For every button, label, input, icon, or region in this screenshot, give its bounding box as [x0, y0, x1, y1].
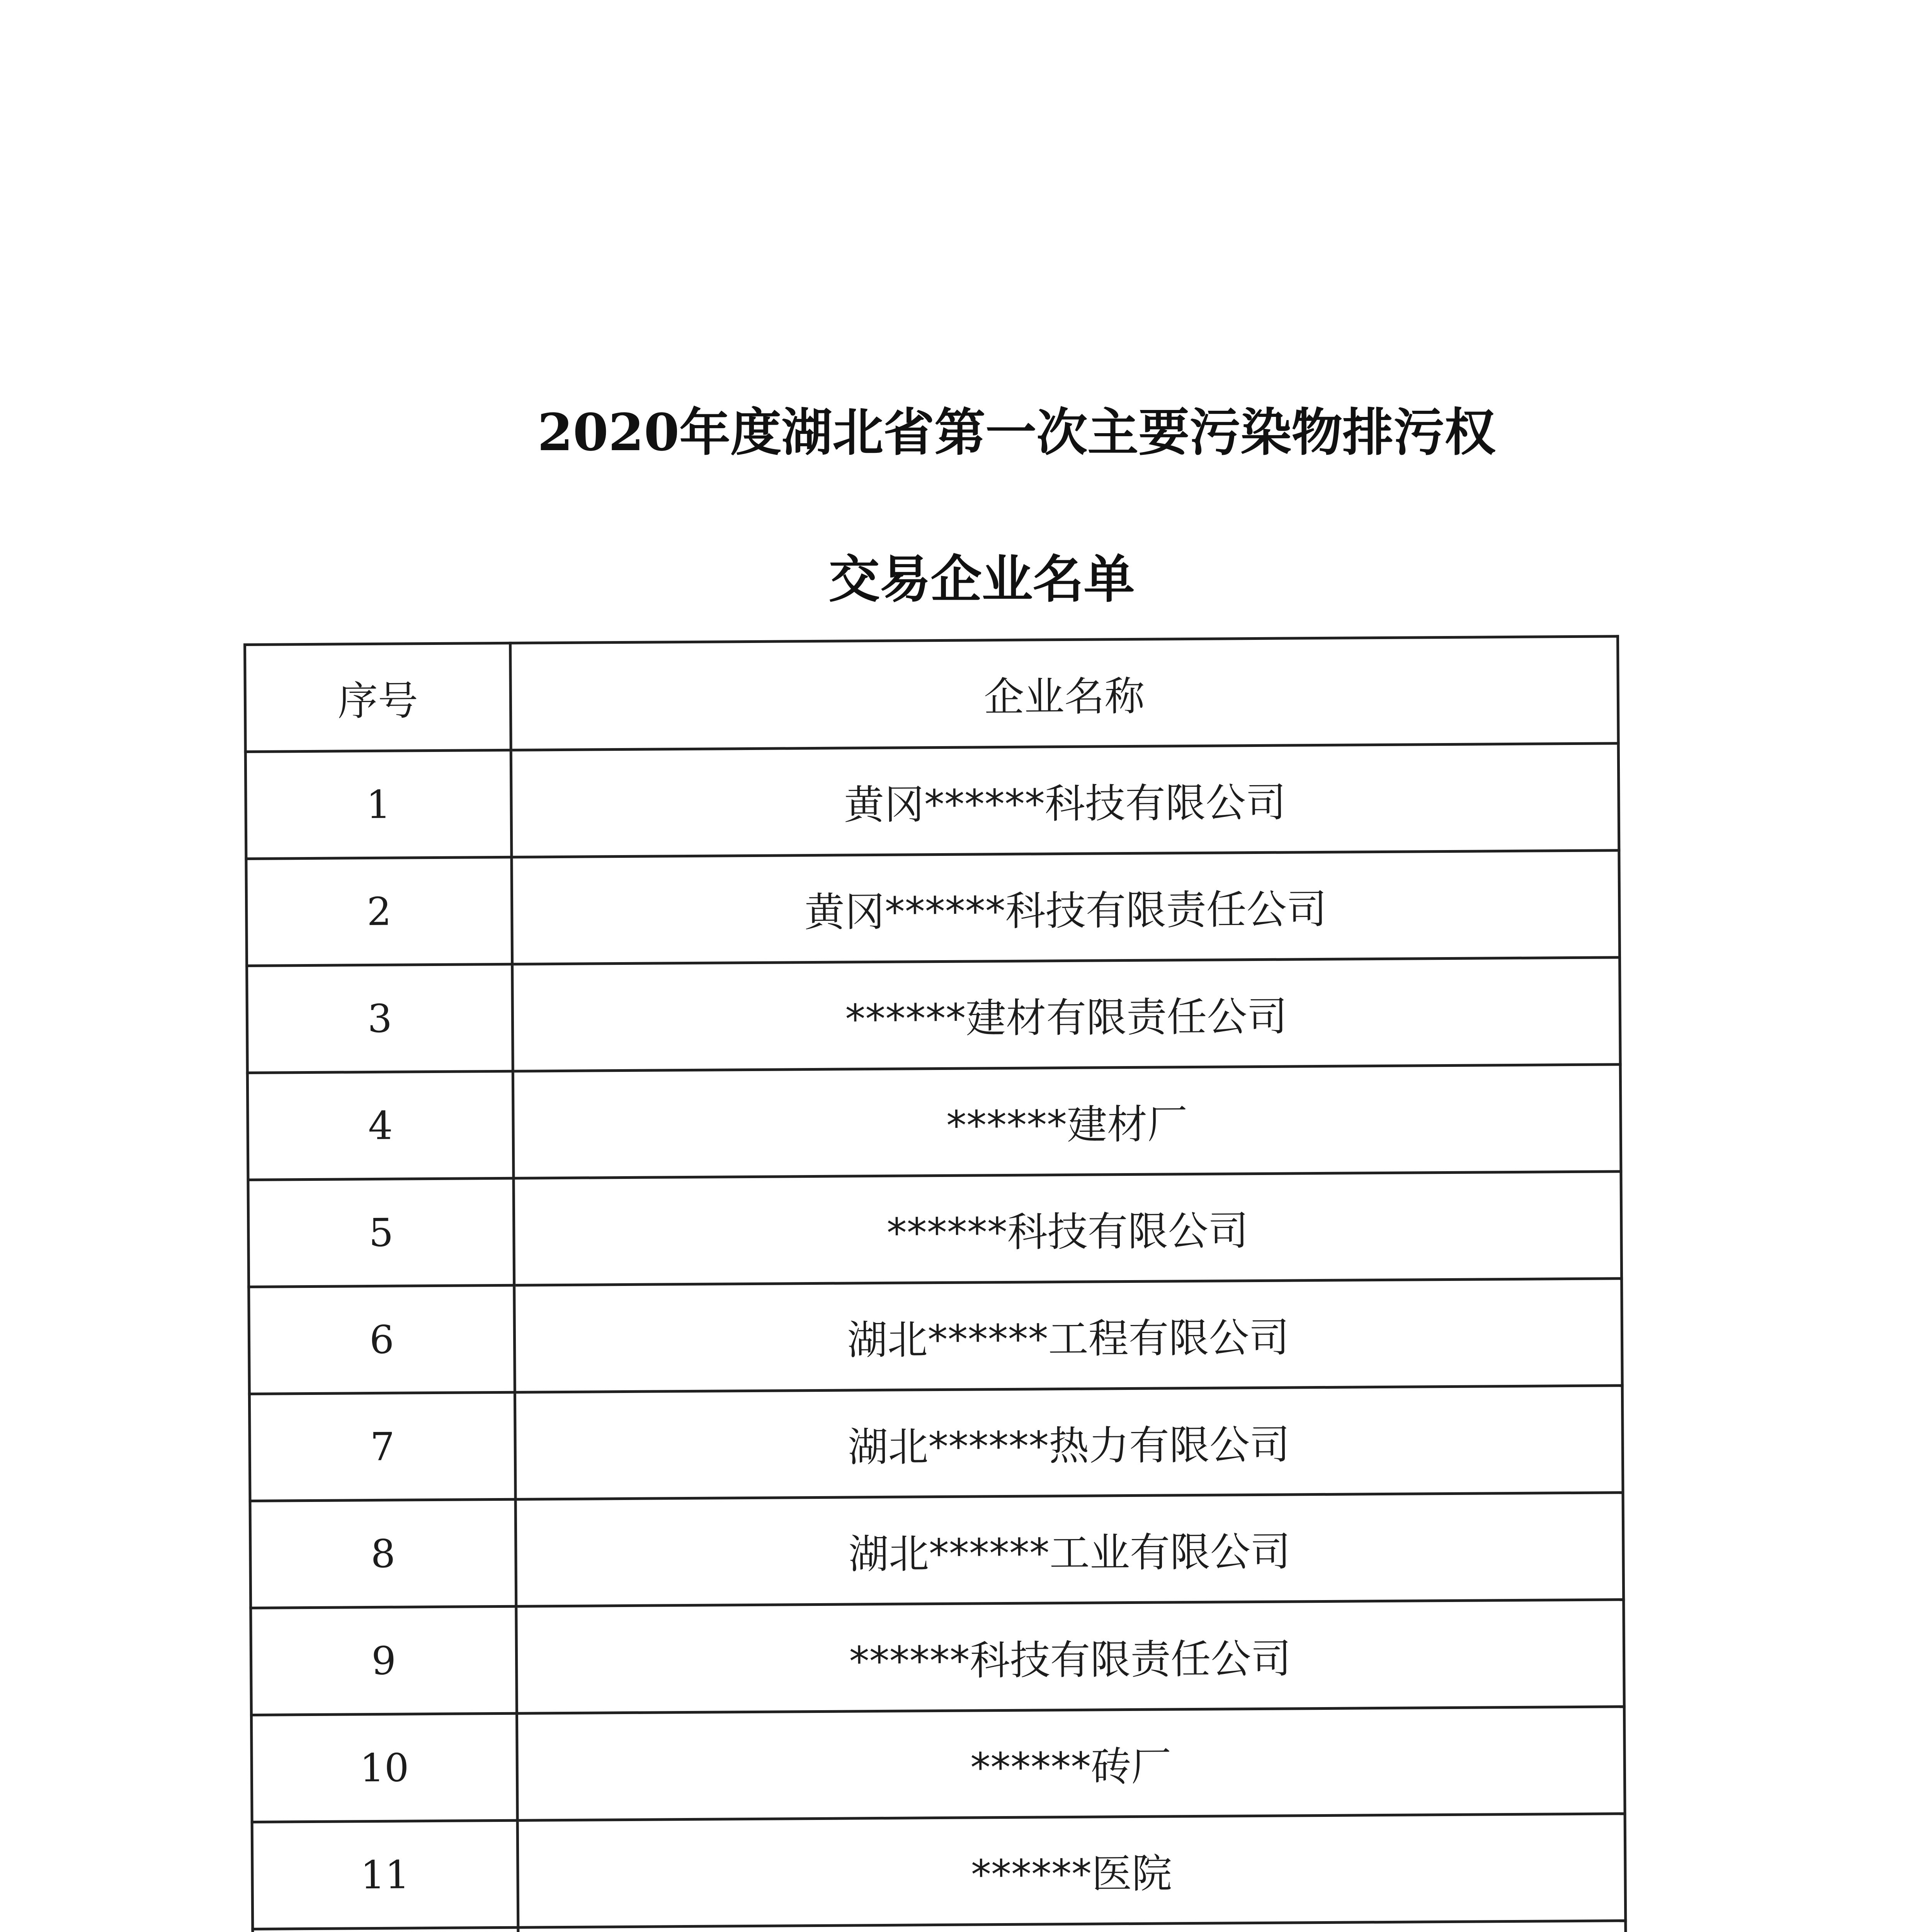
table-row — [252, 1814, 1626, 1929]
row-enterprise-name: 黄冈******科技有限责任公司 — [512, 850, 1620, 964]
row-index: 5 — [248, 1178, 514, 1287]
table-row — [246, 850, 1620, 966]
table-header-row — [245, 636, 1619, 752]
document-title-line-2: 交易企业名单 — [828, 549, 1135, 609]
row-enterprise-name: ******砖厂 — [517, 1707, 1625, 1821]
row-index: 9 — [251, 1606, 517, 1715]
row-index: 3 — [247, 964, 513, 1073]
table-row — [247, 957, 1621, 1073]
table-row — [248, 1172, 1622, 1287]
row-enterprise-name: 湖北******热力有限公司 — [515, 1386, 1623, 1500]
table-row — [249, 1386, 1623, 1501]
row-index: 8 — [250, 1499, 516, 1608]
table-row — [251, 1600, 1624, 1715]
table-row — [251, 1707, 1625, 1822]
row-index: 1 — [245, 750, 512, 859]
row-index: 7 — [249, 1392, 515, 1501]
header-enterprise-name: 企业名称 — [510, 636, 1619, 750]
table-row — [247, 1065, 1621, 1180]
header-index: 序号 — [245, 643, 511, 752]
row-index: 6 — [249, 1285, 515, 1394]
row-enterprise-name: 湖北******工程有限公司 — [514, 1279, 1623, 1393]
row-index: 10 — [251, 1713, 517, 1822]
table-row — [245, 743, 1619, 859]
table-row — [250, 1493, 1624, 1608]
row-enterprise-name: 湖北******工业有限公司 — [515, 1493, 1624, 1607]
row-index: 4 — [247, 1071, 514, 1180]
row-enterprise-name: ******科技有限公司 — [514, 1172, 1622, 1286]
row-index: 11 — [252, 1820, 518, 1929]
row-enterprise-name: ******建材厂 — [513, 1065, 1621, 1179]
document-title-line-1: 2020年度湖北省第一次主要污染物排污权 — [537, 403, 1496, 463]
row-enterprise-name: 黄冈******科技有限公司 — [511, 743, 1619, 857]
enterprise-table — [243, 635, 1630, 1932]
row-enterprise-name: ******建材有限责任公司 — [512, 957, 1621, 1071]
row-enterprise-name: ******科技有限责任公司 — [516, 1600, 1624, 1714]
row-enterprise-name: ******医院 — [517, 1814, 1626, 1928]
row-index: 2 — [246, 857, 512, 966]
table-row — [249, 1279, 1623, 1394]
